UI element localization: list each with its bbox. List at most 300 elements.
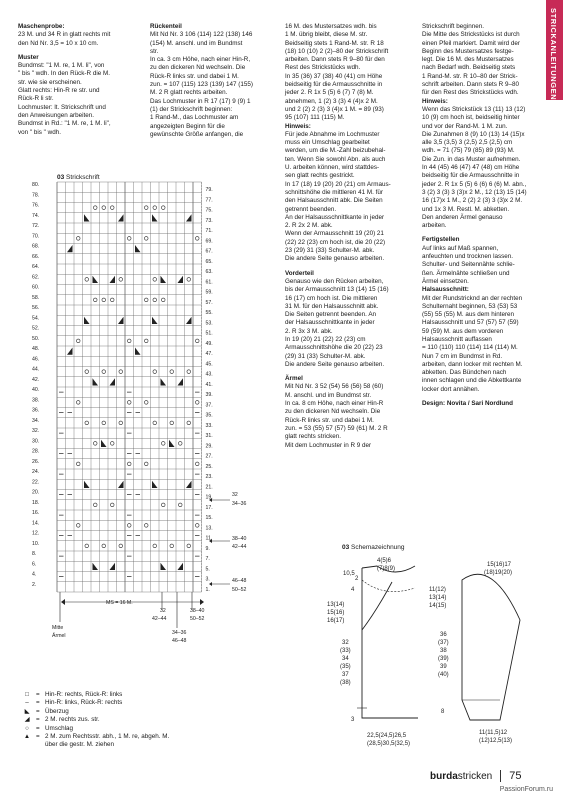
row-number-right: 19.: [205, 494, 213, 501]
yarn-over-icon: [170, 370, 174, 374]
yarn-over-icon: [76, 462, 80, 466]
text-line: Den anderen Ärmel genauso: [422, 213, 503, 221]
text-line: = 110 (110) 110 (114) 114 (114) M.: [422, 344, 518, 352]
row-number-left: 50.: [32, 335, 40, 342]
text-line: 31 M. für den Halsausschnitt abk.: [285, 302, 379, 310]
yarn-over-icon: [195, 339, 199, 343]
legend-row: – = Hin-R: links, Rück-R: rechts: [18, 699, 268, 707]
right-decrease-icon: [178, 276, 184, 283]
row-number-right: 7.: [205, 556, 210, 562]
schema-left-7: 34: [342, 656, 349, 662]
row-number-right: 57.: [205, 299, 213, 306]
row-number-left: 26.: [32, 458, 40, 465]
size-label-50-52-right: 50–52: [232, 587, 247, 593]
text-line: und vor der Rand-M. 1 M. zun.: [422, 122, 508, 130]
sleeve-left-2: 14(15): [429, 603, 447, 609]
text-line: Rück-R links str. und dabei 1 M.: [150, 72, 239, 80]
row-number-left: 36.: [32, 407, 40, 414]
row-number-left: 2.: [32, 581, 37, 588]
schema-title: 03 Schemazeichnung: [342, 544, 405, 551]
text-line: Mit Nd Nr. 3 106 (114) 122 (138) 146: [150, 31, 253, 39]
text-line: Bundmst in Rd.: "1 M. re, 1 M. li",: [18, 120, 111, 128]
yarn-over-icon: [85, 421, 89, 425]
text-line: ßen. Ärmelnähte schließen und: [422, 269, 510, 277]
text-line: Strickschrift beginnen.: [422, 23, 484, 30]
text-line: jeder 2. R 1x 5 (5) 6 (7) 7 (8) M.: [285, 89, 374, 97]
left-decrease-icon: [93, 276, 99, 283]
text-line: 23 (29) 31 (33) Schulter-M. abk.: [285, 247, 375, 255]
text-line: M. 2 R glatt rechts arbeiten.: [150, 89, 228, 97]
text-line: Mit dem Lochmuster in R 9 der: [285, 441, 372, 449]
page-number: 75: [509, 770, 522, 782]
text-line: getrennt beenden.: [285, 205, 337, 213]
row-number-left: 34.: [32, 417, 40, 424]
row-number-right: 23.: [205, 474, 213, 480]
text-line: muss ein Umschlag gearbeitet: [285, 139, 370, 147]
section-heading: Rückenteil: [150, 23, 182, 30]
yarn-over-icon: [119, 544, 123, 548]
text-line: Halsausschnitt auffassen: [422, 335, 492, 343]
row-number-right: 59.: [205, 289, 213, 296]
row-number-right: 55.: [205, 310, 213, 316]
section-heading: Design: Novita / Sari Nordlund: [422, 400, 513, 408]
chart-title: 03 Strickschrift: [57, 174, 100, 181]
yarn-over-icon: [110, 442, 114, 446]
text-line: einen Pfeil markiert. Damit wird der: [422, 39, 520, 47]
row-number-left: 60.: [32, 284, 40, 291]
left-decrease-icon: ◣: [24, 707, 30, 715]
text-line: In 44 (45) 46 (47) 47 (48) cm Höhe: [422, 164, 520, 172]
text-line: Nun 7 cm im Bundmst in Rd.: [422, 352, 503, 360]
body-outline: [362, 568, 418, 718]
row-number-left: 80.: [32, 182, 40, 188]
yarn-over-icon: [195, 401, 199, 405]
left-decrease-icon: [152, 214, 158, 221]
text-line: und 1x 3 M. Restl. M. abketten.: [422, 205, 510, 213]
text-line: wdh. = 71 (75) 79 (85) 89 (93) M.: [422, 147, 515, 155]
schema-left-1: 4: [351, 587, 355, 593]
text-line: ten. Wenn Sie sowohl Abn. als auch: [285, 155, 386, 163]
row-number-left: 20.: [32, 489, 40, 496]
text-line: arbeiten.: [422, 222, 447, 230]
text-line: 10 (9) cm hoch ist, beidseitig hinter: [422, 114, 520, 122]
bottom-size-46-48: 46–48: [172, 638, 187, 644]
right-decrease-icon: [118, 317, 124, 324]
yarn-over-icon: [170, 544, 174, 548]
right-decrease-icon: [110, 276, 116, 283]
row-number-left: 18.: [32, 499, 40, 506]
row-number-right: 45.: [205, 361, 213, 368]
text-line: Ärmel einsetzen.: [422, 277, 469, 285]
purl-symbol-icon: –: [25, 699, 29, 707]
yarn-over-icon: [93, 442, 97, 446]
bottom-size-42-44: 42–44: [152, 616, 167, 622]
schema-top-b: (7)8(9): [377, 566, 396, 572]
text-line: den Nd Nr. 3,5 = 10 x 10 cm.: [18, 39, 99, 47]
sleeve-bottom-b: (12)12,5(13): [479, 738, 513, 744]
text-line: (18) 10 (10) 2 (2)–80 der Strickschrift: [285, 47, 389, 55]
row-number-right: 79.: [205, 187, 213, 193]
row-number-left: 72.: [32, 223, 40, 229]
row-number-left: 70.: [32, 233, 40, 240]
right-decrease-icon: [67, 245, 73, 252]
text-line: Mit der Rundstricknd an der rechten: [422, 294, 523, 302]
schema-left-11: 3: [351, 717, 355, 723]
text-line: von " bis " wdh.: [18, 128, 61, 136]
text-line: abnehmen, 1 (2) 3 (3) 4 (4)x 2 M.: [285, 97, 378, 105]
right-decrease-icon: [186, 214, 192, 221]
yarn-over-icon: [93, 298, 97, 302]
schema-left-6: (33): [340, 648, 351, 654]
row-number-left: 10.: [32, 540, 40, 547]
row-number-right: 31.: [205, 433, 213, 439]
row-number-left: 8.: [32, 551, 37, 557]
text-line: Rück-R links str. und dabei 1 M.: [285, 416, 374, 424]
left-decrease-icon: [84, 317, 90, 324]
text-line: In ca. 8 cm Höhe, nach einer Hin-R: [285, 400, 384, 408]
text-line: 1 Rand-M., das Lochmuster am: [150, 114, 239, 122]
right-decrease-icon: [110, 563, 116, 570]
yarn-over-icon: [85, 278, 89, 282]
text-line: jeder 2. R 1x 5 (5) 6 (6) 6 (6) M. abn.,: [422, 180, 527, 188]
yarn-over-icon: [144, 524, 148, 528]
row-number-left: 44.: [32, 366, 40, 373]
text-line: alle 3,5 (3,5) 3 (2,5) 2,5 (2,5) cm: [422, 139, 513, 147]
row-number-left: 22.: [32, 479, 40, 486]
yarn-over-icon: [187, 278, 191, 282]
text-line: Die Zunahmen 8 (9) 10 (13) 14 (15)x: [422, 130, 525, 138]
row-number-left: 38.: [32, 397, 40, 404]
yarn-over-icon: [187, 544, 191, 548]
left-decrease-icon: [101, 440, 107, 447]
row-number-right: 47.: [205, 351, 213, 357]
text-line: angezeigten Beginn für die: [150, 122, 225, 130]
right-decrease-icon: [186, 317, 192, 324]
yarn-over-icon: [144, 237, 148, 241]
yarn-over-icon: [195, 237, 199, 241]
yarn-over-icon: [153, 370, 157, 374]
text-line: abketten. Das Bündchen nach: [422, 369, 507, 377]
text-line: Die andere Seite genauso arbeiten.: [285, 360, 385, 368]
row-number-right: 15.: [205, 515, 213, 521]
row-number-right: 41.: [205, 381, 213, 388]
yarn-over-icon: [76, 339, 80, 343]
left-decrease-icon: [84, 214, 90, 221]
text-line: Die Mitte des Strickstücks ist durch: [422, 31, 520, 39]
yarn-over-icon: [110, 503, 114, 507]
yarn-over-icon: [93, 503, 97, 507]
row-number-right: 17.: [205, 504, 213, 511]
text-line: Schulternaht beginnen, 53 (53) 53: [422, 302, 518, 310]
arrow-left-icon: [61, 599, 65, 605]
yarn-over-icon: [76, 237, 80, 241]
yarn-over-icon: [195, 524, 199, 528]
section-heading: Halsausschnitt:: [422, 286, 469, 294]
text-line: Schulter- und Seitennähte schlie-: [422, 261, 515, 269]
row-number-right: 9.: [205, 545, 210, 552]
size-label-38-40-right: 38–40: [232, 536, 247, 542]
text-line: den Halsausschnitt abk. Die Seiten: [285, 197, 383, 205]
text-line: beidseitig für die Armausschnitte in: [422, 172, 520, 180]
size-label-46-48-right: 46–48: [232, 578, 247, 584]
row-number-left: 12.: [32, 530, 40, 537]
text-line: 23 M. und 34 R in glatt rechts mit: [18, 31, 111, 39]
text-line: zun. = 107 (115) 123 (139) 147 (155): [150, 81, 253, 89]
text-line: für den Rest des Strickstücks wdh.: [422, 89, 519, 97]
legend-row: ○ = Umschlag: [18, 725, 268, 733]
front-neckline-outline: [362, 580, 415, 592]
row-number-right: 69.: [205, 238, 213, 245]
legend-row: ▲ = 2 M. zum Rechtsstr. abh., 1 M. re, abgeh. M.: [18, 733, 268, 741]
schematic-drawing: [327, 558, 520, 747]
text-line: arbeiten, dann locker mit rechten M.: [422, 360, 523, 368]
row-number-left: 66.: [32, 253, 40, 260]
yarn-over-icon: [119, 278, 123, 282]
text-line: Genauso wie den Rücken arbeiten,: [285, 277, 384, 285]
row-number-left: 42.: [32, 376, 40, 383]
armhole-outline: [362, 582, 392, 630]
sleeve-left-9: 8: [441, 709, 445, 715]
schema-left-0: 2: [355, 576, 359, 582]
text-line: Halsausschnitt und 57 (57) 57 (59): [422, 319, 519, 327]
row-number-left: 56.: [32, 305, 40, 311]
text-line: Das Lochmuster in R 17 (17) 9 (9) 1: [150, 97, 251, 105]
text-line: werden, um die M.-Zahl beizubehal-: [285, 147, 386, 155]
text-line: locker dort annähen.: [422, 385, 480, 393]
yarn-over-icon: [144, 206, 148, 210]
row-number-left: 54.: [32, 315, 40, 322]
size-label-42-44-right: 42–44: [232, 544, 247, 550]
yarn-over-icon: [102, 544, 106, 548]
magazine-brand: burdastricken: [430, 771, 493, 782]
yarn-over-icon: [153, 278, 157, 282]
yarn-over-icon: [102, 370, 106, 374]
right-decrease-icon: [118, 214, 124, 221]
sleeve-left-5: 38: [440, 648, 447, 654]
yarn-over-icon: [110, 206, 114, 210]
text-line: In 17 (18) 19 (20) 20 (21) cm Armaus-: [285, 180, 391, 188]
page-footer: [430, 770, 521, 782]
sleeve-top-a: 15(16)17: [487, 562, 512, 568]
row-number-left: 40.: [32, 387, 40, 393]
yarn-over-icon: [127, 524, 131, 528]
sleeve-left-7: 39: [440, 664, 447, 670]
text-line: sen glatt rechts gestrickt.: [285, 172, 355, 180]
legend-row: ◣ = Überzug: [18, 708, 268, 716]
schema-bottom-a: 22,5(24,5)26,5: [367, 733, 407, 739]
right-decrease-icon: [178, 563, 184, 570]
row-number-right: 67.: [205, 248, 213, 255]
schema-left-5: 32: [342, 640, 349, 646]
yarn-over-icon: [178, 442, 182, 446]
yarn-over-icon: [102, 421, 106, 425]
text-line: 16 (17)x 1 M., 2 (2) 2 (3) 3 (3)x 2 M.: [422, 197, 523, 205]
row-number-right: 37.: [205, 402, 213, 409]
sleeve-left-4: (37): [438, 640, 449, 646]
text-line: Lochmuster: lt. Strickschrift und: [18, 103, 106, 111]
right-decrease-icon: [118, 481, 124, 488]
schema-left-9: 37: [342, 672, 349, 678]
yarn-over-icon: [187, 421, 191, 425]
text-line: legt. Die 16 M. des Mustersatzes: [422, 56, 514, 64]
text-line: str.: [150, 47, 159, 55]
row-number-right: 63.: [205, 269, 213, 275]
left-decrease-icon: [161, 563, 167, 570]
yarn-over-icon: [153, 298, 157, 302]
row-number-left: 52.: [32, 325, 40, 332]
size-label-34-36-right: 34–36: [232, 501, 247, 507]
text-line: (55) 55 (55) M. aus dem hinteren: [422, 311, 515, 319]
schema-left-4: 16(17): [327, 618, 345, 624]
yarn-over-icon: [144, 298, 148, 302]
sleeve-left-3: 36: [440, 632, 447, 638]
double-decrease-icon: ▲: [23, 733, 31, 741]
text-line: Rest des Strickstücks wdh.: [285, 64, 361, 72]
text-line: 2. R 3x 3 M. abk.: [285, 327, 333, 335]
row-number-left: 28.: [32, 448, 40, 455]
watermark: PassionForum.ru: [499, 786, 553, 793]
text-line: bis der Armausschnitt 13 (14) 15 (16): [285, 286, 389, 294]
row-number-left: 24.: [32, 469, 40, 475]
schema-top-c: 10,5: [343, 571, 355, 577]
text-line: Armausschnittshöhe die 20 (22) 23: [285, 344, 383, 352]
yarn-over-icon: [170, 421, 174, 425]
yarn-over-icon: [161, 298, 165, 302]
row-number-right: 75.: [205, 207, 213, 214]
row-number-right: 51.: [205, 330, 213, 337]
text-line: 3 (2) 3 (3) 3 (3)x 2 M., 12 (13) 15 (14): [422, 188, 527, 196]
yarn-over-icon: [195, 462, 199, 466]
right-decrease-icon: [186, 481, 192, 488]
text-line: (154) M. anschl. und im Bundmst: [150, 39, 243, 47]
text-line: glatt rechts stricken.: [285, 433, 341, 441]
text-line: gewünschte Größe anfangen, die: [150, 130, 244, 138]
text-line: Die Seiten getrennt beenden. An: [285, 311, 377, 319]
row-number-left: 58.: [32, 294, 40, 301]
section-heading: Hinweis:: [285, 122, 311, 130]
yarn-over-icon: [76, 401, 80, 405]
row-number-left: 6.: [32, 561, 37, 568]
text-line: Glatt rechts: Hin-R re str. und: [18, 87, 100, 95]
text-line: Beginn des Mustersatzes festge-: [422, 47, 514, 55]
yarn-over-icon: [127, 339, 131, 343]
text-line: Auf links auf Maß spannen,: [422, 244, 499, 252]
text-line: 1 Rand-M. str. R 10–80 der Strick-: [422, 72, 518, 80]
row-number-right: 33.: [205, 422, 213, 429]
row-number-right: 25.: [205, 463, 213, 470]
legend-row: über die gestr. M. ziehen: [45, 741, 114, 749]
yarn-over-icon: [153, 421, 157, 425]
text-line: An der Halsausschnittkante in jeder: [285, 213, 385, 221]
section-heading: Maschenprobe:: [18, 23, 65, 30]
yarn-over-icon: [161, 206, 165, 210]
text-line: und 2 (2) 2 (3) 3 (4)x 1 M. = 89 (93): [285, 105, 384, 113]
text-line: Die Zun. in das Muster aufnehmen.: [422, 155, 521, 163]
row-number-left: 16.: [32, 510, 40, 516]
arrow-right-icon: [200, 599, 204, 605]
text-line: Wenn der Armausschnitt 19 (20) 21: [285, 230, 384, 238]
yarn-over-icon: [144, 401, 148, 405]
bottom-size-50-52: 50–52: [190, 616, 205, 622]
text-line: 16 M. des Mustersatzes wdh. bis: [285, 23, 377, 30]
sleeve-left-6: (39): [438, 656, 449, 662]
yarn-over-icon: [127, 462, 131, 466]
section-tab: STRICKANLEITUNGEN: [546, 0, 563, 100]
yarn-over-icon: [119, 370, 123, 374]
left-decrease-icon: [135, 348, 141, 355]
yarn-over-icon: [161, 503, 165, 507]
yarn-over-icon: [85, 544, 89, 548]
row-number-left: 62.: [32, 274, 40, 281]
yarn-over-icon: [85, 370, 89, 374]
row-number-left: 30.: [32, 438, 40, 445]
yarn-over-icon: [187, 370, 191, 374]
row-number-right: 21.: [205, 484, 213, 491]
left-decrease-icon: [152, 317, 158, 324]
text-line: (1) der Strickschrift beginnen:: [150, 105, 233, 113]
yarn-over-icon: [144, 462, 148, 466]
sleeve-center-label-1: Mitte: [52, 625, 64, 631]
sleeve-left-1: 13(14): [429, 595, 447, 601]
text-line: Mit Nd Nr. 3 52 (54) 56 (56) 58 (60): [285, 383, 384, 391]
text-line: 59 (59) M. aus dem vorderen: [422, 327, 504, 335]
knit-symbol-icon: □: [25, 691, 29, 698]
row-number-right: 43.: [205, 371, 213, 378]
yarn-over-icon: [93, 206, 97, 210]
row-number-left: 68.: [32, 243, 40, 250]
right-decrease-icon: ◢: [24, 716, 30, 724]
bottom-size-32: 32: [160, 608, 166, 614]
yarn-over-icon: [161, 442, 165, 446]
text-line: zu den dickeren Nd wechseln. Die: [150, 64, 246, 72]
sleeve-top-b: (18)19(20): [484, 570, 513, 576]
legend-row: □ = Hin-R: rechts, Rück-R: links: [18, 691, 268, 699]
text-line: nach Bedarf wdh. Beidseitig stets: [422, 64, 516, 72]
section-heading: Ärmel: [285, 375, 303, 383]
left-decrease-icon: [161, 276, 167, 283]
sleeve-left-0: 11(12): [429, 587, 446, 593]
schema-left-2: 13(14): [327, 602, 345, 608]
text-line: arbeiten. Dann stets R 9–80 für den: [285, 56, 385, 64]
row-number-left: 64.: [32, 264, 40, 270]
row-number-left: 32.: [32, 428, 40, 434]
text-line: Die andere Seite genauso arbeiten.: [285, 255, 385, 263]
row-number-right: 3.: [205, 576, 210, 583]
text-line: M. anschl. und im Bundmst str.: [285, 391, 372, 399]
chart-legend: [18, 691, 268, 750]
arrow-left-icon: [209, 582, 212, 586]
row-number-right: 49.: [205, 340, 213, 347]
text-line: Rück-R li str.: [18, 95, 54, 103]
text-line: innen schlagen und die Abkettkante: [422, 377, 522, 385]
row-number-right: 27.: [205, 453, 213, 460]
yarn-over-icon: ○: [25, 724, 29, 732]
text-line: anfeuchten und trocknen lassen.: [422, 253, 514, 261]
row-number-left: 74.: [32, 212, 40, 219]
left-decrease-icon: [93, 378, 99, 385]
text-line: der Halsausschnittkante in jeder: [285, 319, 375, 327]
size-label-32-right: 32: [232, 492, 238, 498]
left-decrease-icon: [135, 245, 141, 252]
row-number-right: 35.: [205, 412, 213, 419]
row-number-left: 46.: [32, 356, 40, 363]
row-number-right: 29.: [205, 443, 213, 450]
text-line: (22) 22 (23) cm hoch ist, die 20 (22): [285, 238, 386, 246]
row-number-right: 77.: [205, 197, 213, 204]
text-line: 2. R 2x 2 M. abk.: [285, 222, 333, 230]
yarn-over-icon: [153, 206, 157, 210]
right-decrease-icon: [178, 378, 184, 385]
